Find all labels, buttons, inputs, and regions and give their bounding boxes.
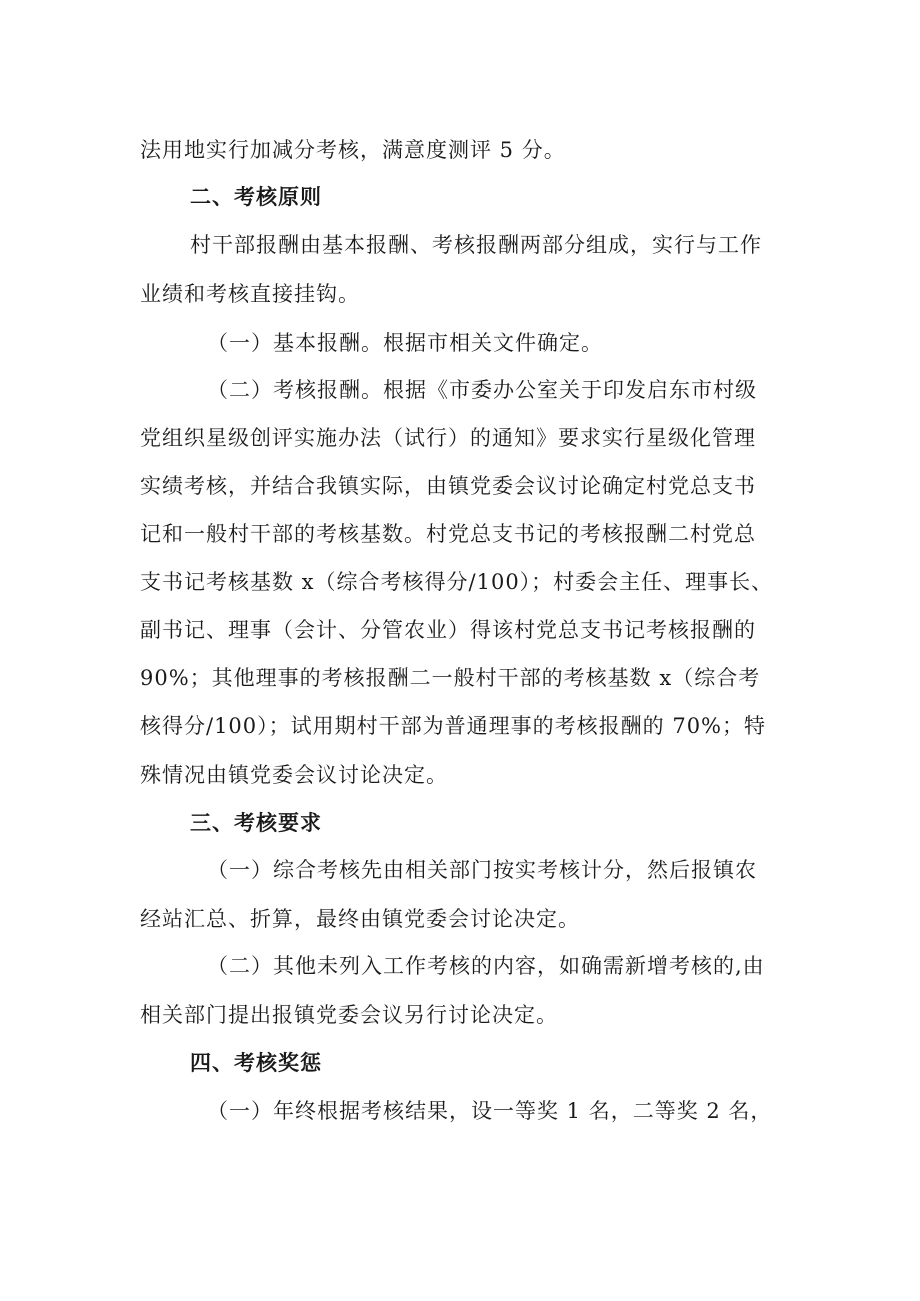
- paragraph-line: （一）年终根据考核结果，设一等奖 1 名，二等奖 2 名，: [207, 1099, 773, 1123]
- paragraph-line: （二）其他未列入工作考核的内容，如确需新增考核的,由: [207, 954, 765, 978]
- paragraph-line: 党组织星级创评实施办法（试行）的通知》要求实行星级化管理: [140, 426, 756, 450]
- paragraph-line: 法用地实行加减分考核，满意度测评 5 分。: [140, 138, 566, 162]
- paragraph-line: 副书记、理事（会计、分管农业）得该村党总支书记考核报酬的: [140, 618, 756, 642]
- paragraph-line: 90%；其他理事的考核报酬二一般村干部的考核基数 x（综合考: [140, 666, 761, 690]
- paragraph-line: 村干部报酬由基本报酬、考核报酬两部分组成，实行与工作: [190, 233, 762, 257]
- paragraph-line: 核得分/100）；试用期村干部为普通理事的考核报酬的 70%；特: [140, 714, 767, 738]
- paragraph-line: （一）基本报酬。根据市相关文件确定。: [207, 331, 603, 355]
- section-heading: 三、考核要求: [190, 811, 322, 835]
- paragraph-line: 支书记考核基数 x（综合考核得分/100）；村委会主任、理事长、: [140, 570, 774, 594]
- paragraph-line: 业绩和考核直接挂钩。: [140, 282, 360, 306]
- paragraph-line: 记和一般村干部的考核基数。村党总支书记的考核报酬二村党总: [140, 522, 756, 546]
- paragraph-line: 实绩考核，并结合我镇实际，由镇党委会议讨论确定村党总支书: [140, 474, 756, 498]
- paragraph-line: （二）考核报酬。根据《市委办公室关于印发启东市村级: [207, 378, 757, 402]
- section-heading: 四、考核奖惩: [190, 1051, 322, 1075]
- paragraph-line: （一）综合考核先由相关部门按实考核计分，然后报镇农: [207, 858, 757, 882]
- paragraph-line: 相关部门提出报镇党委会议另行讨论决定。: [140, 1003, 558, 1027]
- section-heading: 二、考核原则: [190, 185, 322, 209]
- paragraph-line: 经站汇总、折算，最终由镇党委会讨论决定。: [140, 907, 580, 931]
- paragraph-line: 殊情况由镇党委会议讨论决定。: [140, 763, 448, 787]
